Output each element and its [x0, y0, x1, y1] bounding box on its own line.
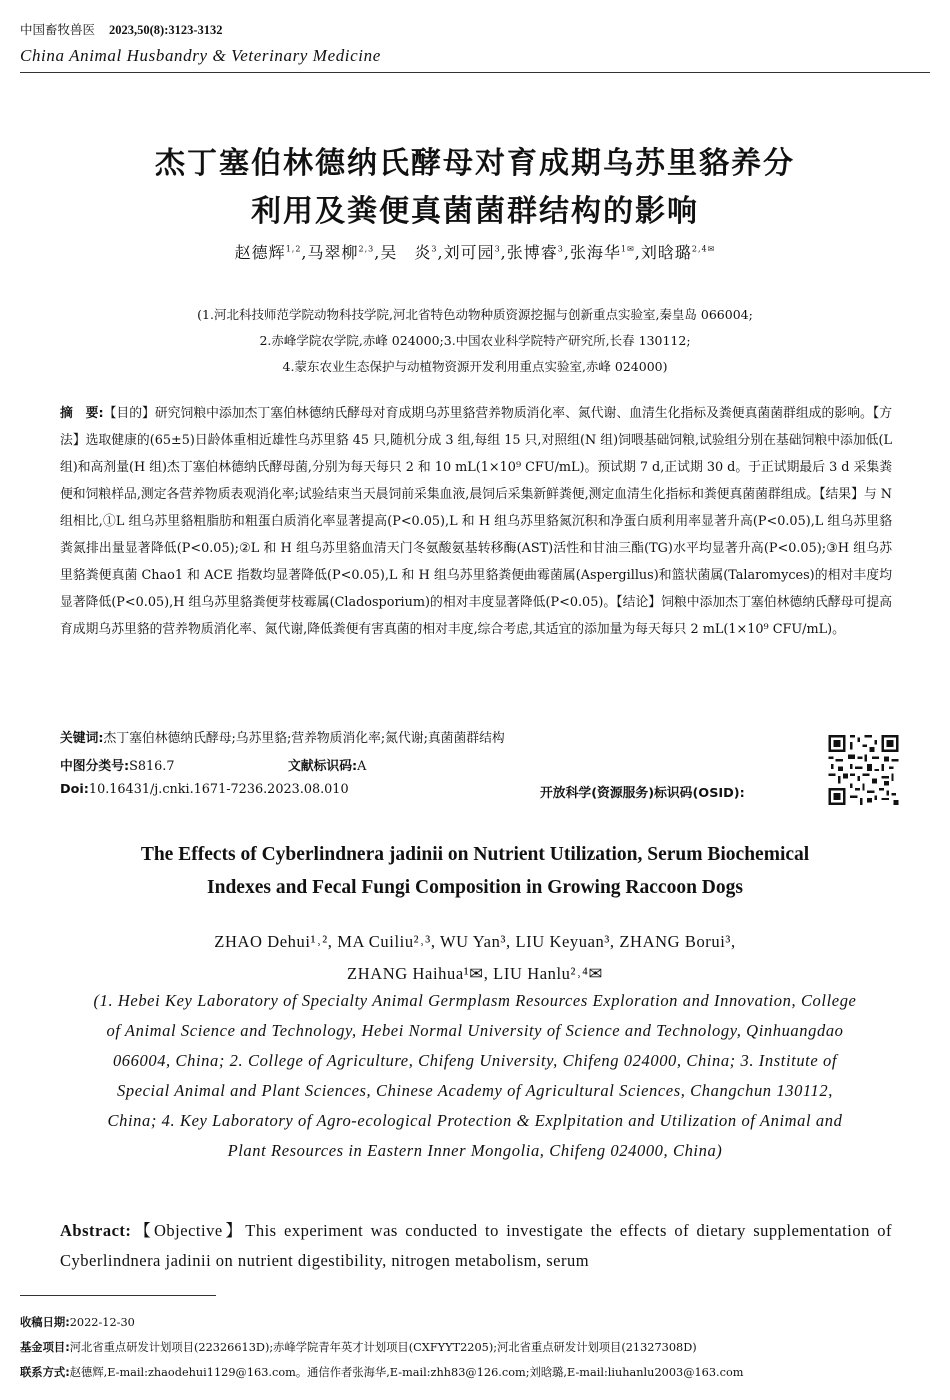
affiliations-en: (1. Hebei Key Laboratory of Specialty Animal Germplasm Resources Exploration and Innovation, College of Animal Science and Technology, Hebei Normal University of Science and Technology, Qinhuangdao 066004, China; 2. College of Agriculture, Chifeng University, Chifeng 024000, China; 3. Institute of Special Animal and Plant Sciences, Chinese Academy of Agricultural Sciences, Changchun 130112, China; 4. Key Laboratory of Agro-ecological Protection & Explpitation and Utilization of Animal and Plant Resources in Eastern Inner Mongolia, Chifeng 024000, China) — [93, 991, 857, 1160]
qr-code-icon[interactable] — [813, 735, 914, 805]
footnote-received: 收稿日期:2022-12-30 — [20, 1316, 135, 1329]
author-cn: 赵德辉$^{1,2}$ — [234, 243, 302, 262]
title-en-line2: Indexes and Fecal Fungi Composition in Growing Raccoon Dogs — [207, 877, 743, 898]
abstract-cn-label: 摘 要: — [60, 406, 104, 421]
author-cn: 刘可园$^3$ — [443, 243, 501, 262]
title-en — [0, 838, 950, 904]
author-cn: 马翠柳$^{2,3}$ — [307, 243, 375, 262]
footnote-contact: 联系方式:赵德辉,E-mail:zhaodehui1129@163.com。通信作者张海华,E-mail:zhh83@126.com;刘晗璐,E-mail:liuhanlu2003@163.com — [20, 1366, 744, 1379]
affiliation-line: 4.蒙东农业生态保护与动植物资源开发利用重点实验室,赤峰 024000) — [282, 359, 668, 374]
title-cn — [0, 140, 950, 236]
title-cn-line2: 利用及粪便真菌菌群结构的影响 — [251, 194, 699, 229]
affiliation-line: 2.赤峰学院农学院,赤峰 024000;3.中国农业科学院特产研究所,长春 130112; — [259, 333, 691, 348]
affiliation-line: (1.河北科技师范学院动物科技学院,河北省特色动物种质资源挖掘与创新重点实验室,秦皇岛 066004; — [197, 307, 753, 322]
abstract-en — [60, 1216, 892, 1276]
journal-name-cn: 中国畜牧兽医 — [20, 22, 96, 37]
osid-label: 开放科学(资源服务)标识码(OSID): — [540, 786, 745, 801]
abstract-cn — [60, 400, 892, 643]
keywords: 关键词:杰丁塞伯林德纳氏酵母;乌苏里貉;营养物质消化率;氮代谢;真菌菌群结构 — [60, 731, 505, 746]
author-cn: 吴 炎$^3$ — [380, 243, 438, 262]
author-cn: 刘晗璐$^{2,4✉}$ — [640, 243, 716, 262]
journal-name-en: China Animal Husbandry & Veterinary Medicine — [20, 46, 381, 65]
clc-number: 中图分类号:S816.7 — [60, 759, 175, 774]
title-en-line1: The Effects of Cyberlindnera jadinii on Nutrient Utilization, Serum Biochemical — [140, 844, 810, 865]
footnote-rule — [20, 1295, 216, 1296]
affiliations-cn — [0, 302, 950, 380]
authors-cn: 赵德辉$^{1,2}$,马翠柳$^{2,3}$,吴 炎$^3$,刘可园$^3$,张博睿$^3$,张海华$^{1✉}$,刘晗璐$^{2,4✉}$ — [234, 243, 716, 262]
running-header — [20, 20, 223, 38]
document-code: 文献标识码:A — [288, 759, 367, 774]
keywords-text: 杰丁塞伯林德纳氏酵母;乌苏里貉;营养物质消化率;氮代谢;真菌菌群结构 — [103, 731, 505, 746]
doi: Doi:10.16431/j.cnki.1671-7236.2023.08.010 — [60, 782, 349, 797]
authors-en — [0, 926, 950, 990]
header-rule — [20, 72, 930, 73]
authors-en-line1: ZHAO Dehui¹˒², MA Cuiliu²˒³, WU Yan³, LIU Keyuan³, ZHANG Borui³, — [214, 932, 736, 951]
author-cn: 张海华$^{1✉}$ — [569, 243, 635, 262]
footnote-funding: 基金项目:河北省重点研发计划项目(22326613D);赤峰学院青年英才计划项目(CXFYYT2205);河北省重点研发计划项目(21327308D) — [20, 1341, 697, 1354]
title-cn-line1: 杰丁塞伯林德纳氏酵母对育成期乌苏里貉养分 — [155, 146, 795, 181]
authors-en-line2: ZHANG Haihua¹✉, LIU Hanlu²˒⁴✉ — [347, 964, 603, 983]
author-cn: 张博睿$^3$ — [506, 243, 564, 262]
abstract-en-text: 【Objective】This experiment was conducted to investigate the effects of dietary supplementation of Cyberlindnera jadinii on nutrient digestibility, nitrogen metabolism, serum — [60, 1221, 892, 1270]
abstract-en-label: Abstract: — [60, 1221, 132, 1240]
abstract-cn-text: 【目的】研究饲粮中添加杰丁塞伯林德纳氏酵母对育成期乌苏里貉营养物质消化率、氮代谢、血清生化指标及粪便真菌菌群组成的影响。【方法】选取健康的(65±5)日龄体重相近雄性乌苏里貉 45 只,随机分成 3 组,每组 15 只,对照组(N 组)饲喂基础饲粮,试验组分别在基础饲粮中添加低(L 组)和高剂量(H 组)杰丁塞伯林德纳氏酵母菌,分别为每天每只 2 和 10 mL(1×10⁹ CFU/mL)。预试期 7 d,正试期 30 d。于正试期最后 3 d 采集粪便和饲粮样品,测定各营养物质表观消化率;试验结束当天晨饲前采集血液,晨饲后采集新鲜粪便,测定血清生化指标和粪便真菌菌群组成。【结果】与 N 组相比,①L 组乌苏里貉粗脂肪和粗蛋白质消化率显著提高(P<0.05),L 和 H 组乌苏里貉氮沉积和净蛋白质利用率显著升高(P<0.05),L 组乌苏里貉粪氮排出量显著降低(P<0.05);②L 和 H 组乌苏里貉血清天门冬氨酸氨基转移酶(AST)活性和甘油三酯(TG)水平均显著升高(P<0.05);③H 组乌苏里貉粪便真菌 Chao1 和 ACE 指数均显著降低(P<0.05),L 和 H 组乌苏里貉粪便曲霉菌属(Aspergillus)和篮状菌属(Talaromyces)的相对丰度均显著降低(P<0.05),H 组乌苏里貉粪便芽枝霉属(Cladosporium)的相对丰度显著降低(P<0.05)。【结论】饲粮中添加杰丁塞伯林德纳氏酵母可提高育成期乌苏里貉的营养物质消化率、氮代谢,降低粪便有害真菌的相对丰度,综合考虑,其适宜的添加量为每天每只 2 mL(1×10⁹ CFU/mL)。 — [60, 406, 892, 637]
issue-info: 2023,50(8):3123-3132 — [109, 23, 223, 37]
